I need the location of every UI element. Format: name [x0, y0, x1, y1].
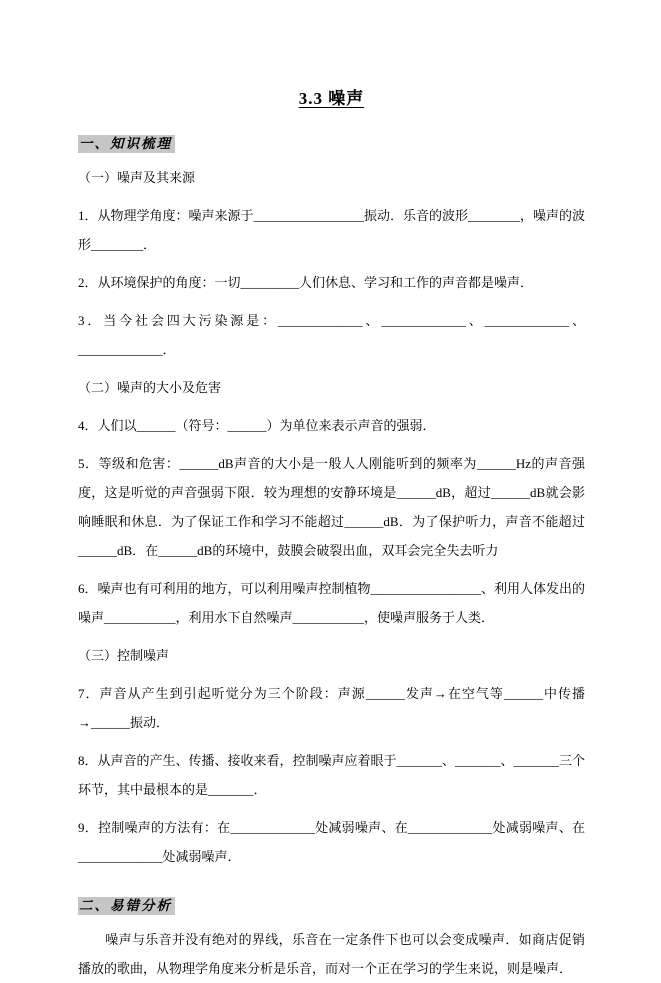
fill-blank-item-4: 4．人们以______（符号：______）为单位来表示声音的强弱．	[78, 418, 436, 433]
fill-blank-item-5: 5．等级和危害：______dB声音的大小是一般人人刚能听到的频率为______Hz的声音强度，这是听觉的声音强弱下限．较为理想的安静环境是______dB，超过______dB就会影响睡眠和休息．为了保证工作和学习不能超过______dB．为了保护听力，声音不能超过______dB．在______dB的环境中，鼓膜会破裂出血，双耳会完全失去听力	[78, 456, 585, 558]
section-heading-error-analysis	[78, 896, 585, 916]
section-heading-knowledge	[78, 134, 585, 154]
section-heading-error-analysis-label: 二、易错分析	[78, 897, 175, 915]
fill-blank-item-1: 1．从物理学角度：噪声来源于_________________振动．乐音的波形________，噪声的波形________．	[78, 208, 586, 252]
page-title	[78, 84, 585, 109]
section-heading-knowledge-label: 一、知识梳理	[78, 135, 175, 153]
fill-blank-item-7: 7．声音从产生到引起听觉分为三个阶段：声源______发声→在空气等______中传播→______振动．	[78, 686, 585, 730]
subsection-noise-level-harm-label: （二）噪声的大小及危害	[78, 380, 222, 395]
fill-blank-item-8: 8．从声音的产生、传播、接收来看，控制噪声应着眼于_______、_______、_______三个环节，其中最根本的是_______．	[78, 753, 586, 797]
subsection-noise-control-label: （三）控制噪声	[78, 648, 170, 663]
fill-blank-item-3: 3．当今社会四大污染源是：_____________、_____________、_____________、_____________．	[78, 313, 585, 357]
fill-blank-item-6: 6．噪声也有可利用的地方，可以利用噪声控制植物_________________、利用人体发出的噪声___________，利用水下自然噪声___________，使噪声服务于人类．	[78, 581, 586, 625]
fill-blank-item-2: 2．从环境保护的角度：一切_________人们休息、学习和工作的声音都是噪声．	[78, 275, 534, 290]
error-analysis-paragraph: 噪声与乐音并没有绝对的界线，乐音在一定条件下也可以会变成噪声．如商店促销播放的歌曲，从物理学角度来分析是乐音，而对一个正在学习的学生来说，则是噪声．	[78, 932, 585, 976]
subsection-noise-sources-label: （一）噪声及其来源	[78, 170, 196, 185]
fill-blank-item-9: 9．控制噪声的方法有：在_____________处减弱噪声、在_____________处减弱噪声、在_____________处减弱噪声．	[78, 820, 585, 864]
page-title-text: 3.3 噪声	[298, 89, 365, 108]
